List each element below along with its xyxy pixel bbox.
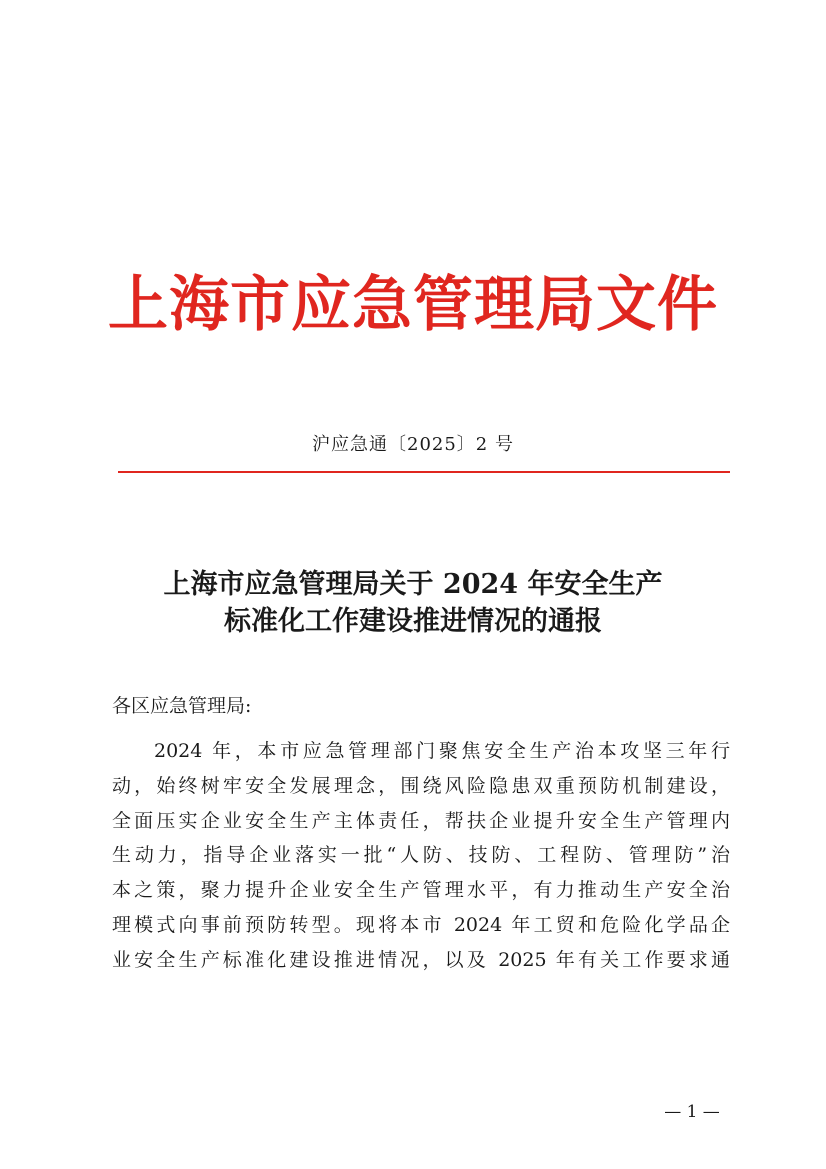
body-line: 业安全生产标准化建设推进情况，以及 2025 年有关工作要求通 bbox=[112, 948, 730, 971]
title-line-2: 标准化工作建设推进情况的通报 bbox=[224, 606, 602, 637]
body-line: 2024 年，本市应急管理部门聚焦安全生产治本攻坚三年行 bbox=[154, 740, 730, 762]
body-line: 生动力，指导企业落实一批“人防、技防、工程防、管理防”治 bbox=[112, 844, 730, 867]
body-line: 理模式向事前预防转型。现将本市 2024 年工贸和危险化学品企 bbox=[112, 913, 730, 936]
document-number: 沪应急通〔2025〕2 号 bbox=[312, 434, 514, 455]
addressee: 各区应急管理局: bbox=[112, 695, 252, 717]
body-line: 全面压实企业安全生产主体责任，帮扶企业提升安全生产管理内 bbox=[112, 809, 730, 832]
page-number: — 1 — bbox=[664, 1102, 720, 1122]
document-title bbox=[0, 566, 826, 640]
red-divider-line bbox=[118, 471, 730, 473]
title-line-1: 上海市应急管理局关于 2024 年安全生产 bbox=[163, 569, 663, 600]
document-masthead: 上海市应急管理局文件 bbox=[108, 270, 718, 340]
body-paragraph bbox=[112, 734, 730, 978]
body-line: 本之策，聚力提升企业安全生产管理水平，有力推动生产安全治 bbox=[112, 879, 730, 902]
body-line: 动，始终树牢安全发展理念，围绕风险隐患双重预防机制建设， bbox=[112, 774, 730, 797]
